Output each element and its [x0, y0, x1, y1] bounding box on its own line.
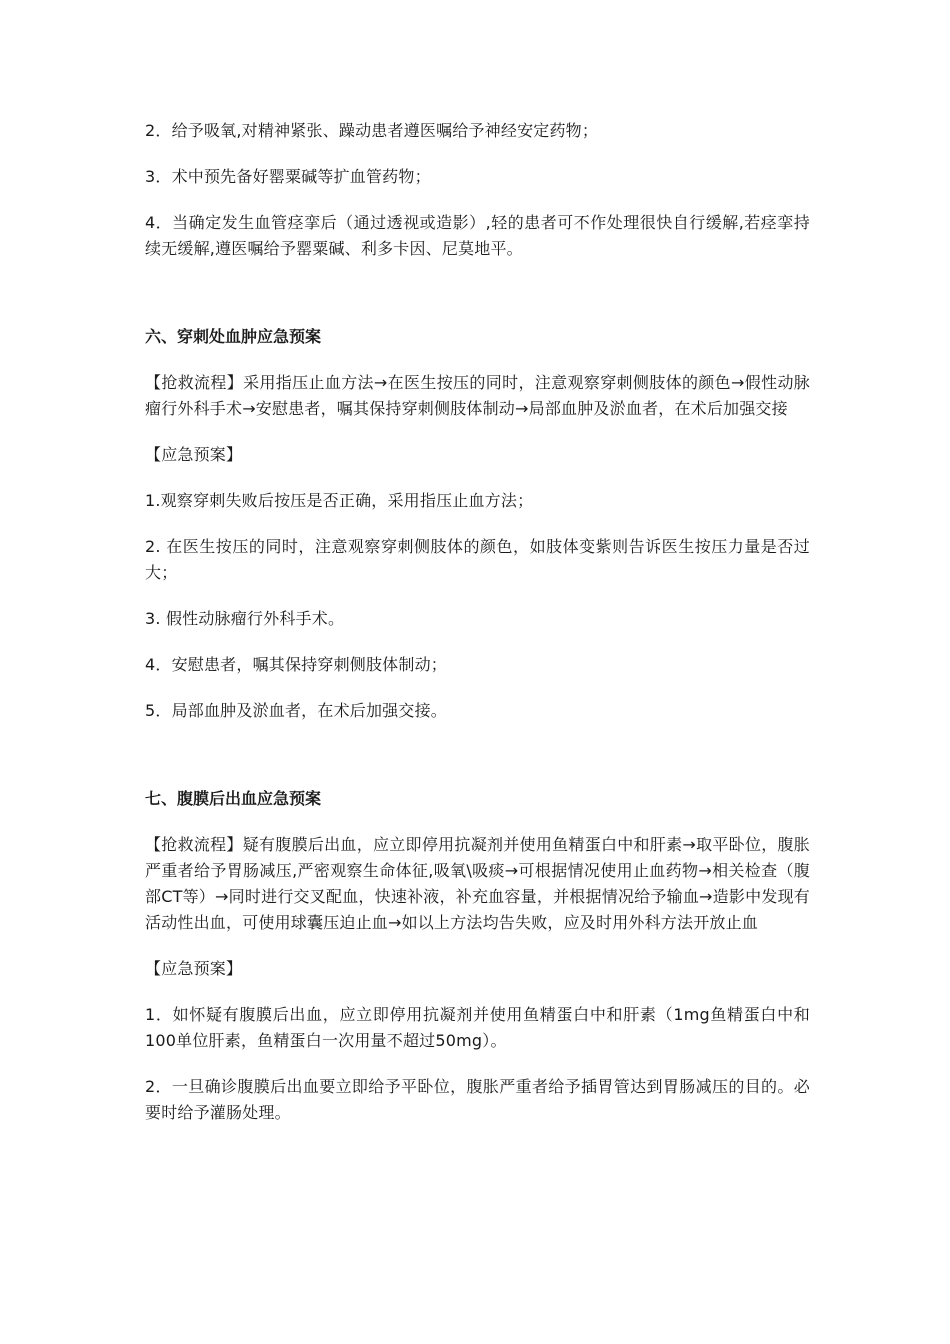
section-7-flow: 【抢救流程】疑有腹膜后出血，应立即停用抗凝剂并使用鱼精蛋白中和肝素→取平卧位，腹胀严重者给予胃肠减压,严密观察生命体征,吸氧\吸痰→可根据情况使用止血药物→相关检查（腹部CT等）→同时进行交叉配血，快速补液，补充血容量，并根据情况给予输血→造影中发现有活动性出血，可使用球囊压迫止血→如以上方法均告失败，应及时用外科方法开放止血: [145, 835, 810, 932]
section-7-item-1: 1．如怀疑有腹膜后出血，应立即停用抗凝剂并使用鱼精蛋白中和肝素（1mg鱼精蛋白中和100单位肝素，鱼精蛋白一次用量不超过50mg）。: [145, 1005, 810, 1050]
section-7-heading: 七、腹膜后出血应急预案: [145, 789, 322, 808]
section-7-item-2: 2．一旦确诊腹膜后出血要立即给予平卧位，腹胀严重者给予插胃管达到胃肠减压的目的。必要时给予灌肠处理。: [145, 1077, 810, 1122]
section-6-item-4: 4．安慰患者，嘱其保持穿刺侧肢体制动；: [145, 655, 447, 674]
document-page: [145, 118, 810, 1146]
paragraph-item-2: 2．给予吸氧,对精神紧张、躁动患者遵医嘱给予神经安定药物；: [145, 121, 599, 140]
section-6-item-1: 1.观察穿刺失败后按压是否正确，采用指压止血方法；: [145, 491, 534, 510]
section-6-item-2: 2. 在医生按压的同时，注意观察穿刺侧肢体的颜色，如肢体变紫则告诉医生按压力量是否过大；: [145, 537, 810, 582]
section-6-item-5: 5．局部血肿及淤血者，在术后加强交接。: [145, 701, 447, 720]
paragraph-item-3: 3．术中预先备好罂粟碱等扩血管药物；: [145, 167, 431, 186]
section-6-flow: 【抢救流程】采用指压止血方法→在医生按压的同时，注意观察穿刺侧肢体的颜色→假性动脉瘤行外科手术→安慰患者，嘱其保持穿刺侧肢体制动→局部血肿及淤血者，在术后加强交接: [145, 373, 810, 418]
section-6-heading: 六、穿刺处血肿应急预案: [145, 327, 322, 346]
section-6-item-3: 3. 假性动脉瘤行外科手术。: [145, 609, 345, 628]
section-6-plan-label: 【应急预案】: [145, 445, 243, 464]
paragraph-item-4: 4．当确定发生血管痉挛后（通过透视或造影）,轻的患者可不作处理很快自行缓解,若痉挛持续无缓解,遵医嘱给予罂粟碱、利多卡因、尼莫地平。: [145, 213, 810, 258]
section-7-plan-label: 【应急预案】: [145, 959, 243, 978]
